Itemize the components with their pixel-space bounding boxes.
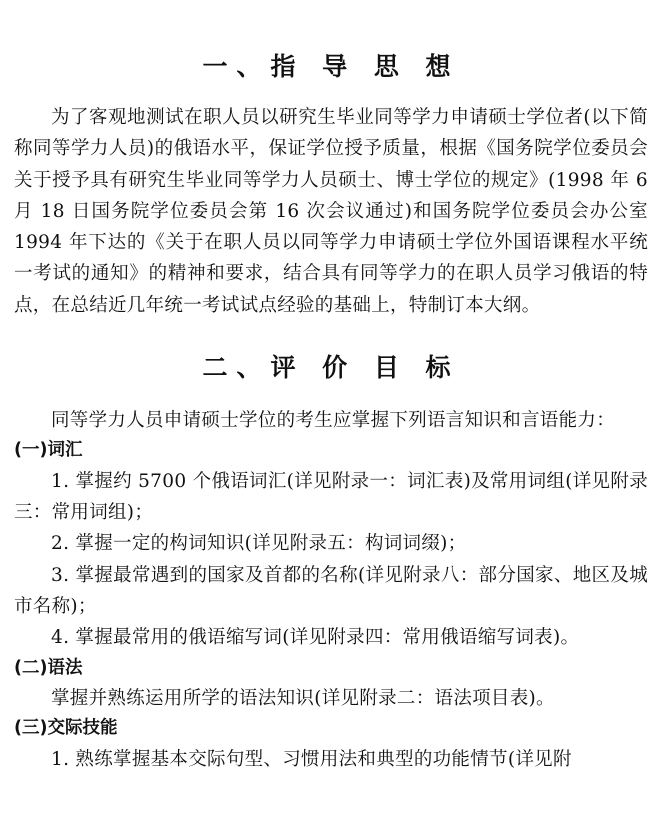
grammar-paragraph: 掌握并熟练运用所学的语法知识(详见附录二：语法项目表)。 (51, 688, 555, 710)
guiding-thought-paragraph: 为了客观地测试在职人员以研究生毕业同等学力申请硕士学位者(以下简称同等学力人员)的俄语水平，保证学位授予质量，根据《国务院学位委员会关于授予具有研究生毕业同等学力人员硕士、博士学位的规定》(1998 年 6 月 18 日国务院学位委员会第 16 次会议通过)和国务院学位委员会办公室 1994 年下达的《关于在职人员以同等学力申请硕士学位外国语课程水平统一考试的通知》的精神和要求，结合具有同等学力的在职人员学习俄语的特点，在总结近几年统一考试试点经验的基础上，特制订本大纲。 (14, 107, 648, 316)
vocab-item-2: 2. 掌握一定的构词知识(详见附录五：构词词缀)； (51, 533, 467, 555)
document-page (14, 0, 648, 775)
subheading-grammar: (二)语法 (14, 657, 83, 678)
subheading-vocabulary: (一)词汇 (14, 440, 83, 461)
vocab-item-4: 4. 掌握最常用的俄语缩写词(详见附录四：常用俄语缩写词表)。 (51, 627, 580, 649)
section-heading-guiding-thought: 一、指 导 思 想 (202, 52, 460, 81)
section-heading-evaluation-goals: 二、评 价 目 标 (202, 353, 460, 383)
evaluation-intro-paragraph: 同等学力人员申请硕士学位的考生应掌握下列语言知识和言语能力： (51, 410, 616, 432)
vocab-item-3: 3. 掌握最常遇到的国家及首都的名称(详见附录八：部分国家、地区及城市名称)； (14, 564, 648, 618)
subheading-communication-skills: (三)交际技能 (14, 718, 118, 739)
communication-item-1: 1. 熟练掌握基本交际句型、习惯用法和典型的功能情节(详见附 (51, 748, 572, 770)
vocab-item-1: 1. 掌握约 5700 个俄语词汇(详见附录一：词汇表)及常用词组(详见附录三：常用词组)； (14, 470, 648, 524)
